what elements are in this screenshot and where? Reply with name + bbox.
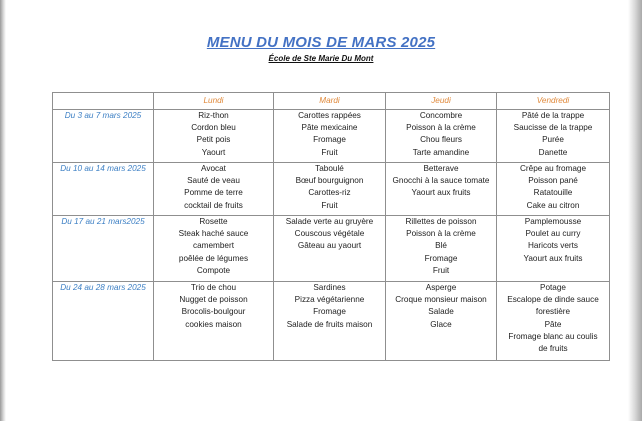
menu-item: Trio de chou: [190, 283, 237, 292]
menu-item: Poisson à la crème: [406, 229, 476, 239]
week-row: [53, 216, 610, 282]
scan-shadow-left: [0, 0, 6, 421]
menu-item: Pâté de la trappe: [521, 111, 585, 120]
menu-item: Fromage: [424, 253, 458, 263]
week-label: Du 10 au 14 mars 2025: [53, 163, 154, 216]
menu-item: cocktail de fruits: [184, 200, 243, 210]
menu-item: Purée: [542, 135, 564, 145]
menu-item: poêlée de légumes: [178, 253, 249, 263]
menu-item: Pâte mexicaine: [301, 123, 358, 133]
menu-item: Pizza végétarienne: [294, 295, 365, 305]
day-cell: [154, 216, 274, 282]
day-cell: [154, 282, 274, 361]
day-cell: [274, 216, 386, 282]
menu-item: Avocat: [201, 164, 226, 173]
menu-item: Glace: [430, 319, 452, 329]
corner-cell: [53, 93, 154, 110]
page-title: MENU DU MOIS DE MARS 2025: [206, 34, 436, 51]
menu-item: forestière: [535, 307, 571, 317]
menu-item: Blé: [435, 241, 447, 251]
menu-item: Pâte: [544, 319, 562, 329]
day-cell: [497, 163, 610, 216]
menu-item: Saucisse de la trappe: [513, 123, 593, 133]
menu-item: Potage: [540, 283, 566, 292]
week-label: Du 3 au 7 mars 2025: [53, 110, 154, 163]
menu-item: Fruit: [432, 265, 450, 275]
week-row: [53, 110, 610, 163]
day-cell: [497, 110, 610, 163]
menu-item: Yaourt aux fruits: [523, 253, 583, 263]
menu-item: Taboulé: [315, 164, 344, 173]
day-cell: [274, 282, 386, 361]
menu-item: Sardines: [313, 283, 346, 292]
menu-item: Carottes-riz: [308, 188, 351, 198]
menu-item: Poisson pané: [528, 176, 578, 186]
menu-item: Steak haché sauce: [178, 229, 249, 239]
scan-shadow-right: [628, 0, 642, 421]
menu-item: Salade de fruits maison: [286, 319, 373, 329]
menu-item: Salade verte au gruyère: [285, 217, 374, 226]
day-cell: [386, 110, 497, 163]
menu-item: Danette: [538, 147, 568, 157]
menu-item: Ratatouille: [533, 188, 573, 198]
menu-item: Carottes rappées: [298, 111, 361, 120]
menu-item: Escalope de dinde sauce: [507, 295, 599, 305]
menu-item: Croque monsieur maison: [395, 295, 487, 305]
day-header-mardi: Mardi: [274, 93, 386, 110]
menu-item: Poulet au curry: [525, 229, 581, 239]
menu-item: Compote: [196, 265, 231, 275]
week-row: [53, 163, 610, 216]
menu-item: Cake au citron: [526, 200, 580, 210]
day-cell: [274, 163, 386, 216]
menu-item: Haricots verts: [527, 241, 579, 251]
day-header-jeudi: Jeudi: [386, 93, 497, 110]
menu-table: [52, 92, 610, 361]
menu-item: Bœuf bourguignon: [295, 176, 364, 186]
week-row: [53, 282, 610, 361]
menu-item: Tarte amandine: [412, 147, 470, 157]
menu-item: Yaourt: [201, 147, 226, 157]
menu-item: Rosette: [199, 217, 228, 226]
menu-item: de fruits: [538, 344, 568, 354]
day-cell: [154, 163, 274, 216]
menu-item: Pomme de terre: [184, 188, 243, 198]
menu-item: Fromage: [313, 135, 346, 145]
menu-item: Concombre: [419, 111, 463, 120]
day-cell: [154, 110, 274, 163]
menu-item: Gnocchi à la sauce tomate: [392, 176, 490, 186]
menu-item: Fromage: [313, 307, 346, 317]
menu-item: Yaourt aux fruits: [411, 188, 471, 198]
day-header-vendredi: Vendredi: [497, 93, 610, 110]
header-row: [53, 93, 610, 110]
day-cell: [497, 216, 610, 282]
menu-item: Couscous végétale: [294, 229, 365, 239]
week-label: Du 24 au 28 mars 2025: [53, 282, 154, 361]
menu-item: Fruit: [321, 200, 338, 210]
menu-item: Crêpe au fromage: [520, 164, 586, 173]
day-cell: [386, 216, 497, 282]
menu-item: Poisson à la crème: [406, 123, 476, 133]
menu-item: Betterave: [423, 164, 459, 173]
menu-item: Cordon bleu: [191, 123, 236, 133]
menu-item: Fromage blanc au coulis: [508, 331, 598, 341]
menu-item: cookies maison: [185, 319, 242, 329]
menu-item: Petit pois: [196, 135, 231, 145]
menu-item: Nugget de poisson: [179, 295, 248, 305]
day-cell: [386, 163, 497, 216]
menu-item: Brocolis-boulgour: [181, 307, 246, 317]
page-subtitle: École de Ste Marie Du Mont: [268, 54, 374, 63]
menu-item: camembert: [193, 241, 234, 251]
day-cell: [274, 110, 386, 163]
menu-item: Rillettes de poisson: [405, 217, 477, 226]
week-label: Du 17 au 21 mars2025: [53, 216, 154, 282]
menu-item: Pamplemousse: [524, 217, 582, 226]
day-cell: [386, 282, 497, 361]
menu-item: Riz-thon: [198, 111, 229, 120]
menu-item: Fruit: [321, 147, 338, 157]
menu-item: Gâteau au yaourt: [297, 241, 362, 251]
menu-item: Salade: [428, 307, 454, 317]
menu-item: Sauté de veau: [187, 176, 240, 186]
menu-item: Chou fleurs: [420, 135, 462, 145]
day-cell: [497, 282, 610, 361]
day-header-lundi: Lundi: [154, 93, 274, 110]
menu-item: Asperge: [425, 283, 457, 292]
